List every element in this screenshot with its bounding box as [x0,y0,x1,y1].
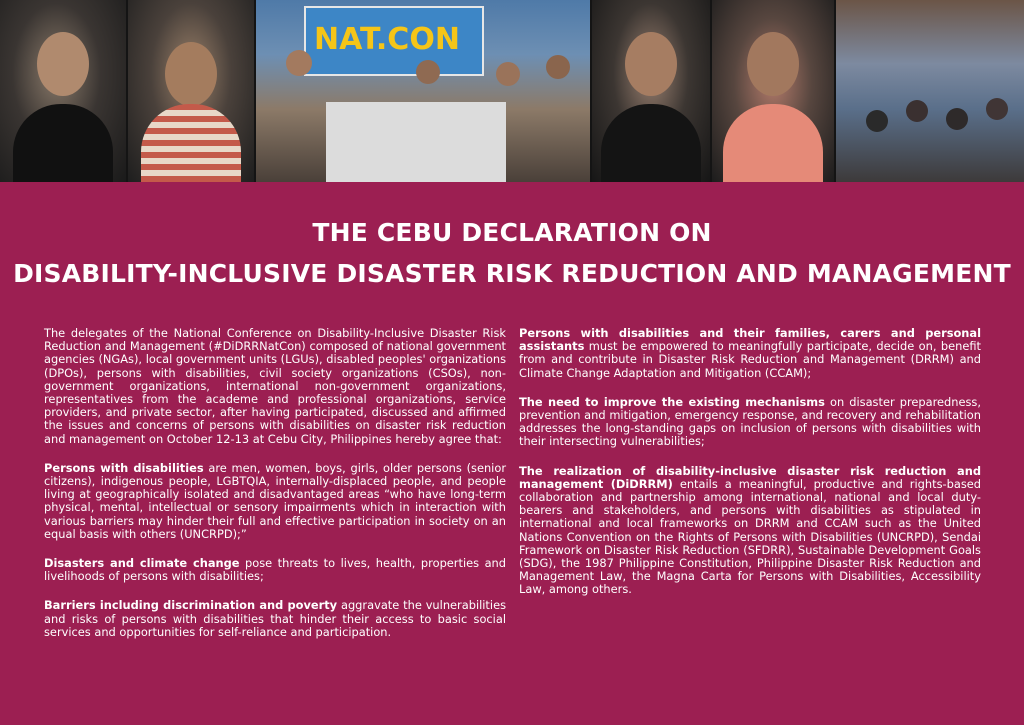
paragraph-lead: The realization of disability-inclusive disaster risk reduction and management (DiDRRM) [519,463,981,491]
paragraph-didrrm [519,465,981,597]
paragraph-mechanisms [519,396,981,449]
portrait-woman-pink-top-photo [712,0,836,182]
paragraph-text: on disaster preparedness, prevention and mitigation, emergency response, and recovery and rehabilitation addresses the long-standing gaps on inclusion of persons with disabilities with their intersecting vulnerabilities; [519,394,981,449]
paragraph-text: aggravate the vulnerabilities and risks of persons with disabilities that hinder their access to basic social services and opportunities for self-reliance and participation. [44,598,507,639]
person-figure [729,32,817,182]
paragraph-lead: Persons with disabilities and their families, carers and personal assistants [519,326,981,354]
right-column [519,327,981,613]
paragraph-lead: Disasters and climate change [44,556,240,571]
portrait-woman-signing-photo [0,0,128,182]
person-figure [19,32,107,182]
photo-strip [0,0,1024,182]
paragraph-barriers [44,599,506,639]
portrait-woman-natcon-shirt-photo [592,0,712,182]
paragraph-lead: Barriers including discrimination and poverty [44,598,338,613]
natcon-logo: NAT.CON [314,22,460,57]
paragraph-persons-with-disabilities [44,462,506,541]
portrait-young-man-photo [128,0,256,182]
paragraph-text: entails a meaningful, productive and rights-based collaboration and partnership among international, national and local duty-bearers and stakeholders, and persons with disabilities as stipulated in international and local frameworks on DRRM and CCAM such as the United Nations Convention on the Rights of Persons with Disabilities (UNCRPD), Sendai Framework on Disaster Risk Reduction (SFDRR), Sustainable Development Goals (SDG), the 1987 Philippine Constitution, Philippine Disaster Risk Reduction and Management Law, the Magna Carta for Persons with Disabilities, Accessibility Law, among others. [519,476,981,597]
paragraph-text: pose threats to lives, health, properties and livelihoods of persons with disabilities; [44,556,506,584]
paragraph-text: must be empowered to meaningfully participate, decide on, benefit from and contribute in Disaster Risk Reduction and Management (DRRM) and Climate Change Adaptation and Mitigation (CCAM); [519,339,981,380]
declaration-title [0,212,1024,294]
title-line-2: DISABILITY-INCLUSIVE DISASTER RISK REDUCTION AND MANAGEMENT [13,259,1011,288]
title-line-1: THE CEBU DECLARATION ON [312,218,712,247]
paragraph-lead: Persons with disabilities [44,460,204,475]
paragraph-empowerment [519,327,981,380]
paragraph-disasters-climate-change [44,557,506,583]
intro-paragraph: The delegates of the National Conference on Disability-Inclusive Disaster Risk Reduction and Management (#DiDRRNatCon) composed of national government agencies (NGAs), local government units (LGUs), disabled peoples' organizations (DPOs), persons with disabilities, civil society organizations (CSOs), non-government organizations, international non-government organizations, representatives from the academe and professional organizations, service providers, and private sector, after having participated, discussed and affirmed the issues and concerns of persons with disabilities on disaster risk reduction and management on October 12-13 at Cebu City, Philippines hereby agree that: [44,326,506,446]
conference-audience-photo [836,0,1024,182]
signing-table [326,102,506,182]
person-figure [607,32,695,182]
person-figure [147,32,235,182]
conference-group-photo [256,0,592,182]
left-column [44,327,506,655]
paragraph-text: are men, women, boys, girls, older persons (senior citizens), indigenous people, LGBTQIA, internally-displaced people, and people living at geographically isolated and disadvantaged areas “who have long-term physical, mental, intellectual or sensory impairments which in interaction with various barriers may hinder their full and effective participation in society on an equal basis with others (UNCRPD);” [44,460,506,541]
paragraph-lead: The need to improve the existing mechanisms [519,394,825,409]
